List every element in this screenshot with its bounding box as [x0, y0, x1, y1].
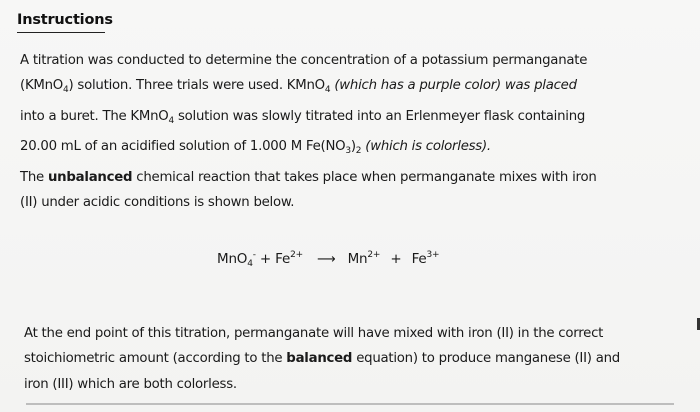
text-run: ) solution. Three trials were used. KMnO	[68, 78, 325, 94]
italic-note: (which has a purple color) was placed	[330, 78, 577, 94]
product-manganese: Mn	[347, 251, 368, 267]
intro-paragraph	[20, 48, 690, 215]
intro-line-3	[20, 104, 690, 134]
page-title: Instructions	[17, 12, 113, 28]
reaction-arrow-icon: ⟶	[317, 252, 336, 267]
endpoint-paragraph	[24, 321, 694, 397]
reaction-equation	[217, 250, 439, 269]
text-run: solution was slowly titrated into an Erlenmeyer flask containing	[174, 108, 586, 124]
subscript: 2	[355, 146, 362, 157]
text-run: equation) to produce manganese (II) and	[352, 351, 620, 367]
text-run: 20.00 mL of an acidified solution of 1.000 M Fe(NO	[20, 139, 346, 155]
bold-emphasis: unbalanced	[47, 169, 133, 185]
text-run: (KMnO	[20, 78, 64, 94]
subscript: 4	[63, 85, 69, 96]
subscript: 4	[324, 85, 331, 96]
text-run: iron (III) which are both colorless.	[24, 376, 237, 392]
text-run: stoichiometric amount (according to the	[24, 351, 287, 367]
bold-emphasis: balanced	[286, 351, 353, 367]
superscript-charge: -	[252, 250, 256, 260]
intro-line-2	[20, 73, 690, 103]
text-run: into a buret. The KMnO	[20, 108, 169, 124]
product-iron: Fe	[411, 251, 427, 267]
intro-line-4	[20, 134, 690, 164]
subscript: 4	[247, 259, 253, 269]
endpoint-line-1	[24, 321, 694, 346]
text-run: A titration was conducted to determine the concentration of a potassium permanganate	[20, 53, 588, 68]
subscript: 3	[345, 146, 351, 157]
reactant-iron: + Fe	[259, 251, 291, 267]
text-run: The	[20, 169, 48, 185]
text-run: )	[350, 139, 356, 155]
superscript-charge: 3+	[426, 250, 440, 260]
text-run: (II) under acidic conditions is shown below.	[20, 195, 295, 211]
plus-sign: +	[390, 251, 402, 267]
bottom-divider	[26, 403, 674, 405]
superscript-charge: 2+	[367, 250, 381, 260]
superscript-charge: 2+	[290, 250, 303, 260]
text-run: chemical reaction that takes place when permanganate mixes with iron	[132, 169, 597, 185]
intro-line-1	[20, 48, 690, 73]
intro-line-6	[20, 190, 690, 215]
text-run: At the end point of this titration, permanganate will have mixed with iron (II) in the correct	[24, 326, 604, 341]
intro-line-5	[20, 165, 690, 190]
endpoint-line-2	[24, 346, 694, 371]
subscript: 4	[168, 115, 174, 126]
endpoint-line-3	[24, 372, 694, 397]
title-underline	[17, 32, 105, 33]
italic-note: (which is colorless).	[361, 139, 491, 155]
reactant-permanganate: MnO	[217, 251, 248, 267]
